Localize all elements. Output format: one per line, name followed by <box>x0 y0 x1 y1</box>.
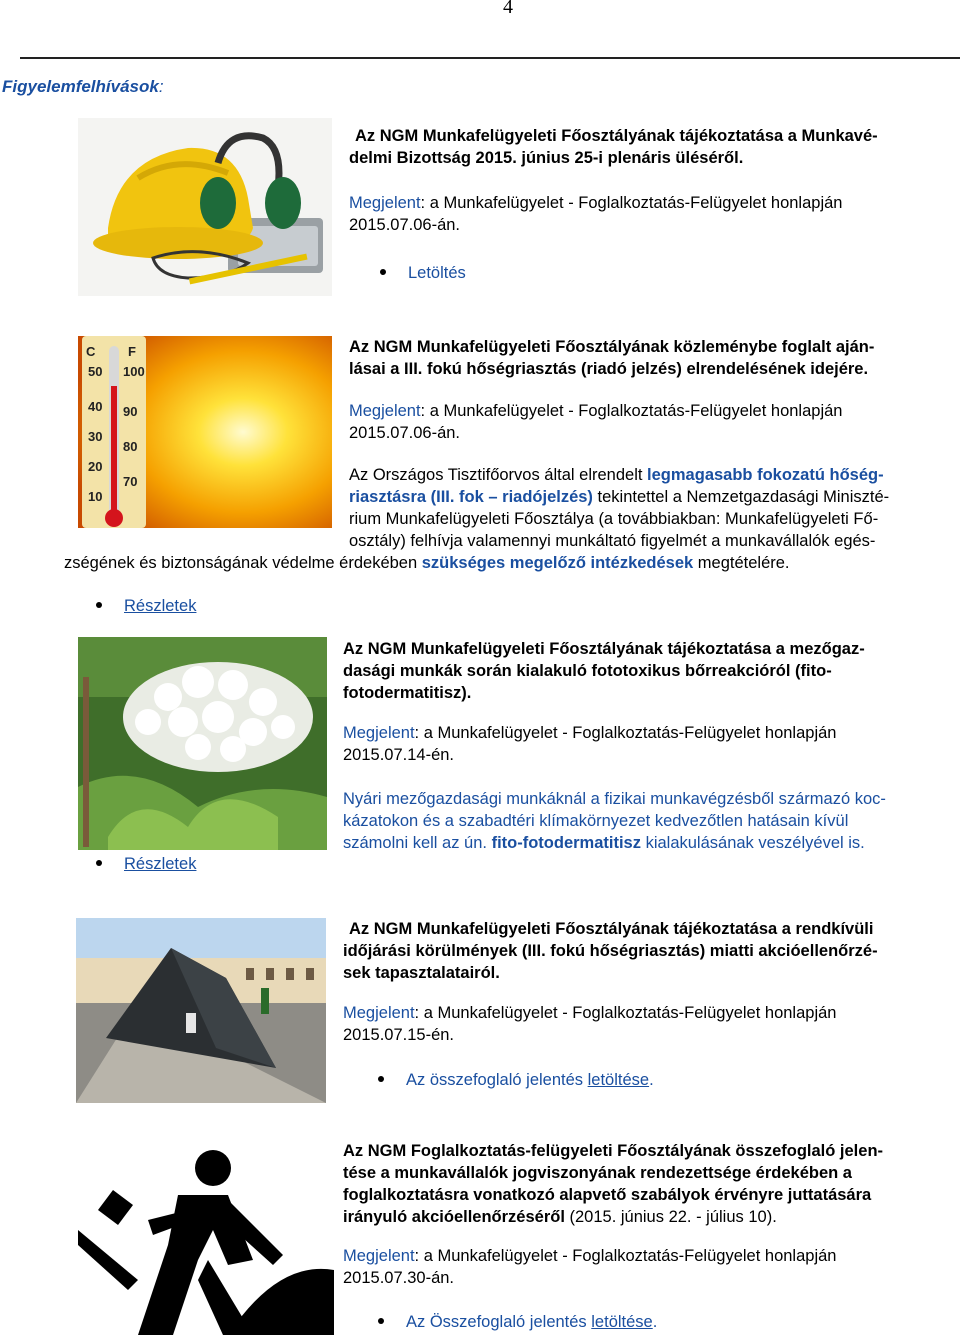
road-work-image <box>76 918 326 1103</box>
body-text: Nyári mezőgazdasági munkáknál a fizikai munkavégzésből származó koc- <box>343 790 886 808</box>
download-link[interactable]: letöltése <box>591 1313 653 1331</box>
item3-details <box>96 853 196 875</box>
item4-title-line: sek tapasztalatairól. <box>343 964 500 982</box>
published-label: Megjelent <box>343 724 415 742</box>
section-heading-colon: : <box>158 77 164 96</box>
download-link[interactable]: letöltése <box>587 1071 650 1089</box>
svg-text:80: 80 <box>123 439 138 454</box>
download-suffix: . <box>649 1071 654 1089</box>
hard-hat-image <box>78 118 332 296</box>
body-text: zségének és biztonságának védelme érdekében <box>64 554 422 572</box>
item4-published <box>343 1002 836 1046</box>
body-text: rium Munkafelügyeleti Főosztálya (a továbbiakban: Munkafelügyeleti Fő- <box>349 510 879 528</box>
published-label: Megjelent <box>349 194 421 212</box>
published-date: 2015.07.14-én. <box>343 746 455 764</box>
download-prefix: Az Összefoglaló jelentés <box>406 1313 592 1331</box>
download-prefix: Az összefoglaló jelentés <box>406 1071 588 1089</box>
worker-shovel-image <box>78 1150 334 1335</box>
item2-published <box>349 400 842 444</box>
item1-title-line: delmi Bizottság 2015. június 25-i plenáris üléséről. <box>349 149 744 167</box>
svg-text:90: 90 <box>123 404 138 419</box>
hogweed-image <box>78 637 327 850</box>
item5-download <box>378 1311 657 1333</box>
bullet-icon <box>380 269 386 275</box>
item5-title-line: Az NGM Foglalkoztatás-felügyeleti Főosztályának összefoglaló jelen- <box>343 1142 884 1160</box>
item5-published <box>343 1245 836 1289</box>
body-highlight: fito-fotodermatitisz <box>491 834 641 852</box>
body-text: kialakulásának veszélyével is. <box>640 834 865 852</box>
item2-body-tail <box>64 552 790 574</box>
download-link[interactable]: Letöltés <box>408 264 466 282</box>
bullet-icon <box>96 860 102 866</box>
page-number: 4 <box>503 0 513 18</box>
published-text: : a Munkafelügyelet - Foglalkoztatás-Felügyelet honlapján <box>414 1004 837 1022</box>
svg-text:30: 30 <box>88 429 103 444</box>
item5-title-line: foglalkoztatásra vonatkozó alapvető szabályok érvényre juttatására <box>343 1186 872 1204</box>
published-text: : a Munkafelügyelet - Foglalkoztatás-Felügyelet honlapján <box>420 194 843 212</box>
item5-title-bold: irányuló akcióellenőrzéséről <box>343 1208 565 1226</box>
item4-title-line: időjárási körülmények (III. fokú hőségriasztás) miatti akcióellenőrzé- <box>343 942 878 960</box>
item1-download <box>380 262 466 284</box>
item1-published <box>349 192 842 236</box>
svg-text:F: F <box>128 344 136 359</box>
bullet-icon <box>96 602 102 608</box>
published-date: 2015.07.06-án. <box>349 216 461 234</box>
published-date: 2015.07.15-én. <box>343 1026 455 1044</box>
item2-body <box>349 464 949 552</box>
item2-details <box>96 595 196 617</box>
published-label: Megjelent <box>349 402 421 420</box>
item5-title-line: tése a munkavállalók jogviszonyának rendezettsége érdekében a <box>343 1164 852 1182</box>
svg-text:C: C <box>86 344 96 359</box>
bullet-icon <box>378 1318 384 1324</box>
item3-title <box>343 638 865 704</box>
item5-title-plain: (2015. június 22. - július 10). <box>564 1208 777 1226</box>
body-highlight: szükséges megelőző intézkedések <box>421 554 694 572</box>
published-date: 2015.07.06-án. <box>349 424 461 442</box>
item2-title-line: lásai a III. fokú hőségriasztás (riadó jelzés) elrendelésének idejére. <box>349 360 869 378</box>
body-text: megtételére. <box>693 554 790 572</box>
item3-body <box>343 788 886 854</box>
section-heading-title: Figyelemfelhívások <box>2 77 159 96</box>
item4-title-line: Az NGM Munkafelügyeleti Főosztályának tájékoztatása a rendkívüli <box>349 920 874 938</box>
item2-title <box>349 336 874 380</box>
thermometer-image <box>78 336 332 528</box>
item4-title <box>343 918 878 984</box>
body-text: Az Országos Tisztifőorvos által elrendelt <box>349 466 648 484</box>
section-heading <box>2 77 164 97</box>
body-highlight: legmagasabb fokozatú hőség- <box>647 466 884 484</box>
item5-title <box>343 1140 883 1228</box>
svg-text:20: 20 <box>88 459 103 474</box>
item3-title-line: fotodermatitisz). <box>343 684 472 702</box>
body-text: kázatokon és a szabadtéri klímakörnyezet kedvezőtlen hatásain kívül <box>343 812 849 830</box>
published-label: Megjelent <box>343 1247 415 1265</box>
svg-text:50: 50 <box>88 364 103 379</box>
svg-text:10: 10 <box>88 489 103 504</box>
published-label: Megjelent <box>343 1004 415 1022</box>
published-text: : a Munkafelügyelet - Foglalkoztatás-Felügyelet honlapján <box>414 1247 837 1265</box>
body-text: osztály) felhívja valamennyi munkáltató figyelmét a munkavállalók egés- <box>349 532 876 550</box>
details-link[interactable]: Részletek <box>124 855 197 873</box>
item1-title-line: Az NGM Munkafelügyeleti Főosztályának tájékoztatása a Munkavé- <box>355 127 878 145</box>
svg-text:100: 100 <box>123 364 145 379</box>
svg-text:40: 40 <box>88 399 103 414</box>
bullet-icon <box>378 1076 384 1082</box>
item3-published <box>343 722 836 766</box>
item2-title-line: Az NGM Munkafelügyeleti Főosztályának közleménybe foglalt aján- <box>349 338 875 356</box>
header-rule <box>20 57 960 59</box>
published-date: 2015.07.30-án. <box>343 1269 455 1287</box>
published-text: : a Munkafelügyelet - Foglalkoztatás-Felügyelet honlapján <box>420 402 843 420</box>
body-text: tekintettel a Nemzetgazdasági Miniszté- <box>592 488 890 506</box>
published-text: : a Munkafelügyelet - Foglalkoztatás-Felügyelet honlapján <box>414 724 837 742</box>
item4-download <box>378 1069 654 1091</box>
item3-title-line: dasági munkák során kialakuló fototoxikus bőrreakcióról (fito- <box>343 662 832 680</box>
item3-title-line: Az NGM Munkafelügyeleti Főosztályának tájékoztatása a mezőgaz- <box>343 640 865 658</box>
svg-text:70: 70 <box>123 474 138 489</box>
body-highlight: riasztásra (III. fok – riadójelzés) <box>349 488 593 506</box>
download-suffix: . <box>652 1313 658 1331</box>
details-link[interactable]: Részletek <box>124 597 197 615</box>
body-text: számolni kell az ún. <box>343 834 492 852</box>
item1-title <box>349 125 878 169</box>
